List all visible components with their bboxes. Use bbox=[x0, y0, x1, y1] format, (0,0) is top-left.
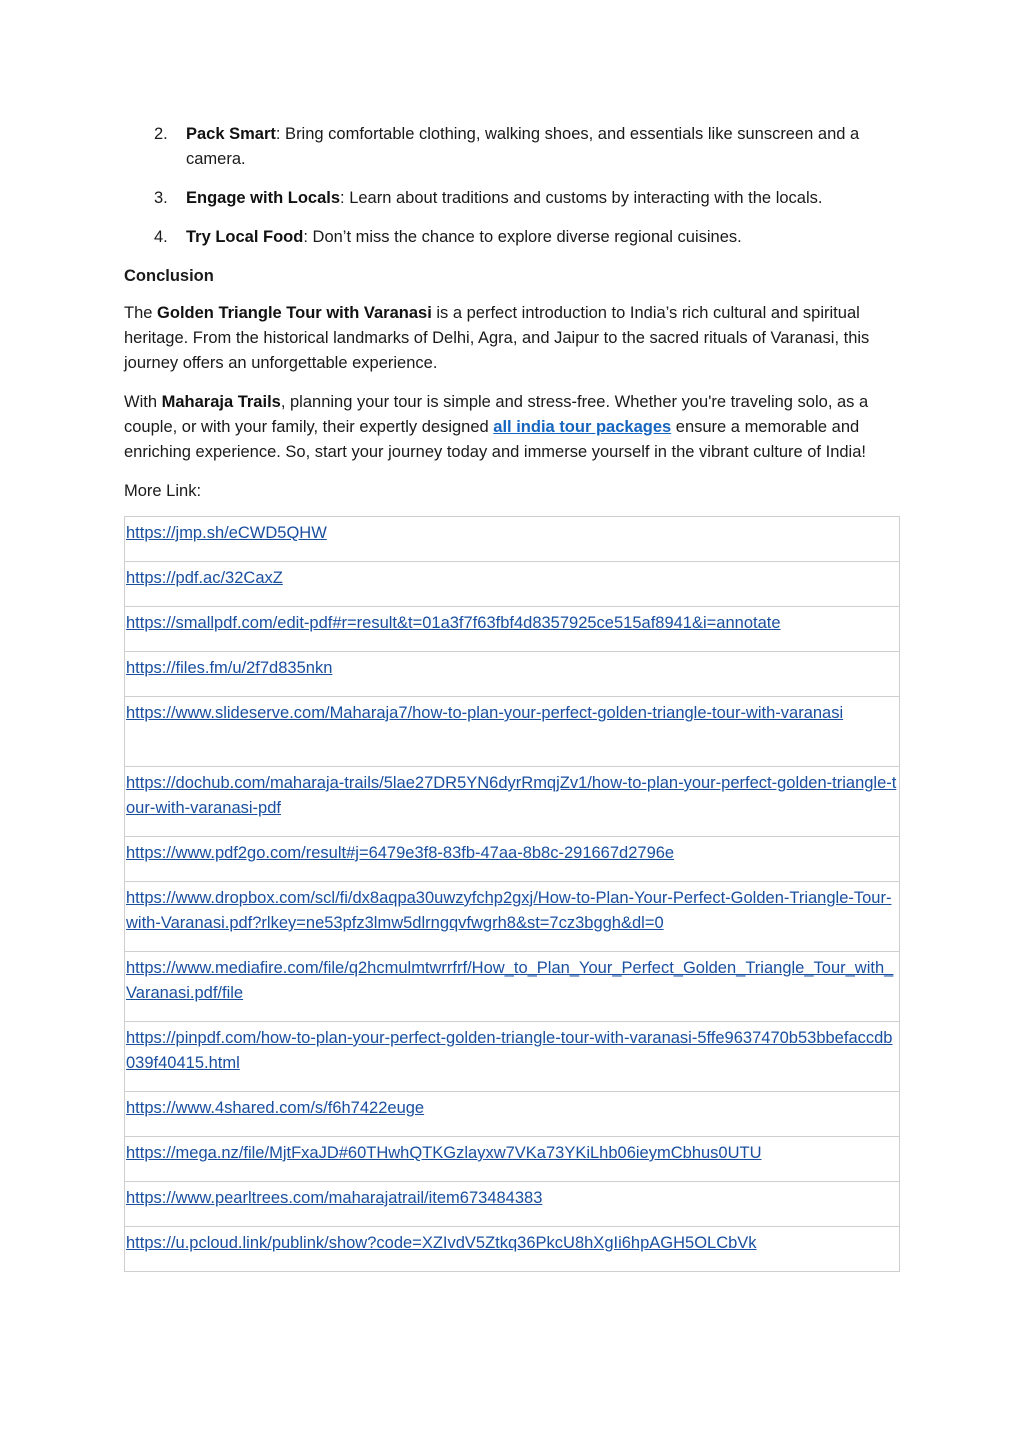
table-row bbox=[125, 562, 900, 607]
table-row bbox=[125, 837, 900, 882]
conclusion-heading: Conclusion bbox=[124, 267, 214, 285]
table-cell bbox=[125, 1182, 900, 1227]
tour-name: Golden Triangle Tour with Varanasi bbox=[157, 304, 432, 322]
list-number: 2. bbox=[154, 125, 168, 143]
paragraph-text: ensure a memorable and enriching experience. So, start your journey today and immerse yourself in the vibrant culture of India! bbox=[124, 418, 866, 461]
tip-title: Try Local Food bbox=[186, 228, 304, 246]
company-name: Maharaja Trails bbox=[161, 393, 281, 411]
tip-title: Engage with Locals bbox=[186, 189, 341, 207]
table-cell bbox=[125, 697, 900, 767]
resource-link[interactable]: https://files.fm/u/2f7d835nkn bbox=[126, 659, 333, 677]
list-item bbox=[124, 225, 900, 250]
tip-text: : Don’t miss the chance to explore diverse regional cuisines. bbox=[303, 228, 742, 246]
table-cell bbox=[125, 607, 900, 652]
list-item bbox=[124, 186, 900, 211]
resource-link[interactable]: https://mega.nz/file/MjtFxaJD#60THwhQTKGzlayxw7VKa73YKiLhb06ieymCbhus0UTU bbox=[126, 1144, 762, 1162]
table-cell bbox=[125, 652, 900, 697]
resource-link[interactable]: https://www.pearltrees.com/maharajatrail/item673484383 bbox=[126, 1189, 543, 1207]
table-row bbox=[125, 882, 900, 952]
table-cell bbox=[125, 1227, 900, 1272]
table-row bbox=[125, 767, 900, 837]
links-table bbox=[124, 516, 900, 1272]
table-row bbox=[125, 952, 900, 1022]
maharaja-paragraph bbox=[124, 390, 900, 465]
table-row bbox=[125, 1022, 900, 1092]
table-row bbox=[125, 1182, 900, 1227]
resource-link[interactable]: https://jmp.sh/eCWD5QHW bbox=[126, 524, 327, 542]
table-row bbox=[125, 1227, 900, 1272]
table-cell bbox=[125, 562, 900, 607]
resource-link[interactable]: https://pdf.ac/32CaxZ bbox=[126, 569, 283, 587]
tip-text: : Learn about traditions and customs by interacting with the locals. bbox=[340, 189, 823, 207]
table-cell bbox=[125, 882, 900, 952]
table-row bbox=[125, 652, 900, 697]
resource-link[interactable]: https://u.pcloud.link/publink/show?code=XZIvdV5Ztkq36PkcU8hXgIi6hpAGH5OLCbVk bbox=[126, 1234, 757, 1252]
table-row bbox=[125, 1137, 900, 1182]
resource-link[interactable]: https://www.slideserve.com/Maharaja7/how-to-plan-your-perfect-golden-triangle-tour-with-varanasi bbox=[126, 704, 844, 722]
table-cell bbox=[125, 952, 900, 1022]
table-row bbox=[125, 1092, 900, 1137]
paragraph-text: is a perfect introduction to India’s rich cultural and spiritual heritage. From the historical landmarks of Delhi, Agra, and Jaipur to the sacred rituals of Varanasi, this journey offers an unforgettable experience. bbox=[124, 304, 870, 372]
table-row bbox=[125, 697, 900, 767]
table-row bbox=[125, 517, 900, 562]
resource-link[interactable]: https://dochub.com/maharaja-trails/5lae27DR5YN6dyrRmqjZv1/how-to-plan-your-perfect-golden-triangle-tour-with-varanasi-pdf bbox=[126, 774, 897, 817]
resource-link[interactable]: https://pinpdf.com/how-to-plan-your-perfect-golden-triangle-tour-with-varanasi-5ffe9637470b53bbefaccdb039f40415.html bbox=[126, 1029, 893, 1072]
paragraph-text: , planning your tour is simple and stress-free. Whether you're traveling solo, as a couple, or with your family, their expertly designed bbox=[124, 393, 869, 436]
travel-tips-list bbox=[124, 122, 900, 250]
table-cell bbox=[125, 767, 900, 837]
paragraph-text: The bbox=[124, 304, 158, 322]
table-cell bbox=[125, 517, 900, 562]
paragraph-text: With bbox=[124, 393, 162, 411]
list-number: 3. bbox=[154, 189, 168, 207]
resource-link[interactable]: https://www.dropbox.com/scl/fi/dx8aqpa30uwzyfchp2gxj/How-to-Plan-Your-Perfect-Golden-Triangle-Tour-with-Varanasi.pdf?rlkey=ne53pfz3lmw5dlrngqvfwgrh8&st=7cz3bggh&dl=0 bbox=[126, 889, 892, 932]
table-cell bbox=[125, 1137, 900, 1182]
table-cell bbox=[125, 837, 900, 882]
list-item bbox=[124, 122, 900, 172]
conclusion-paragraph bbox=[124, 301, 900, 376]
list-number: 4. bbox=[154, 228, 168, 246]
resource-link[interactable]: https://www.mediafire.com/file/q2hcmulmtwrrfrf/How_to_Plan_Your_Perfect_Golden_Triangle_Tour_with_Varanasi.pdf/file bbox=[126, 959, 894, 1002]
table-row bbox=[125, 607, 900, 652]
resource-link[interactable]: https://smallpdf.com/edit-pdf#r=result&t=01a3f7f63fbf4d8357925ce515af8941&i=annotate bbox=[126, 614, 781, 632]
document-page bbox=[124, 122, 900, 1272]
table-cell bbox=[125, 1092, 900, 1137]
table-cell bbox=[125, 1022, 900, 1092]
tip-text: : Bring comfortable clothing, walking shoes, and essentials like sunscreen and a camera. bbox=[186, 125, 860, 168]
tip-title: Pack Smart bbox=[186, 125, 276, 143]
tour-packages-link[interactable]: all india tour packages bbox=[493, 418, 672, 436]
more-link-label: More Link: bbox=[124, 482, 202, 500]
resource-link[interactable]: https://www.4shared.com/s/f6h7422euge bbox=[126, 1099, 425, 1117]
resource-link[interactable]: https://www.pdf2go.com/result#j=6479e3f8-83fb-47aa-8b8c-291667d2796e bbox=[126, 844, 675, 862]
